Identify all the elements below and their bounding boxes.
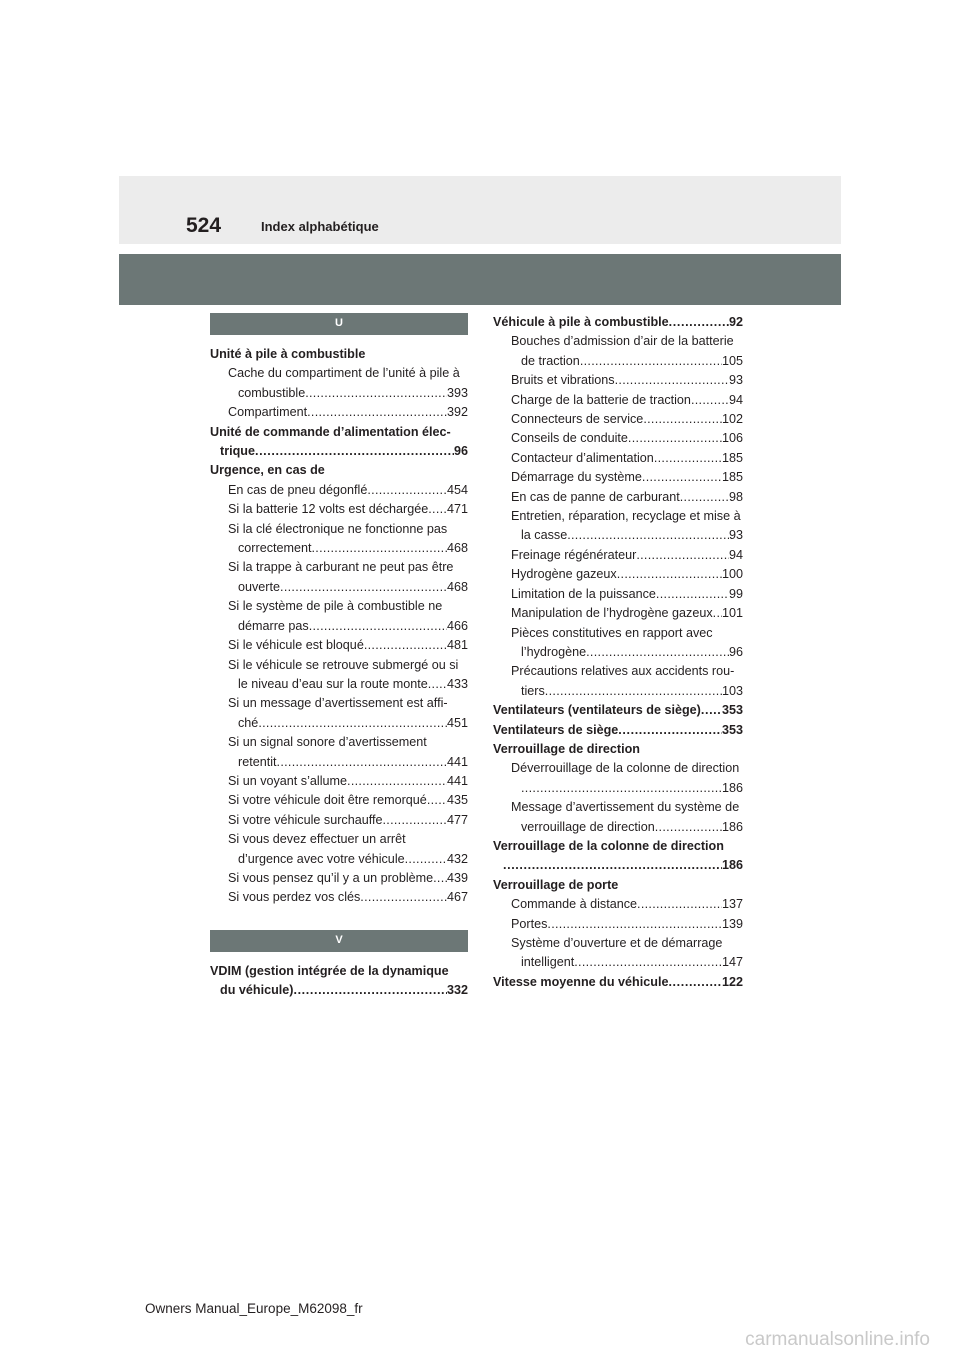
page-ref: 468	[446, 541, 468, 556]
page-ref: 454	[446, 482, 468, 497]
page-ref: 439	[446, 870, 468, 885]
index-subentry-cont: ouverte ..... 468	[210, 578, 468, 597]
index-subentry-cont: ché ..... 451	[210, 714, 468, 733]
index-subentry: Si la clé électronique ne fonctionne pas	[228, 521, 448, 536]
page-ref: 186	[721, 819, 743, 834]
page-ref: 185	[721, 450, 743, 465]
index-subentry: Si un voyant s’allume ..... 441	[210, 772, 468, 791]
index-subentry: Démarrage du système ..... 185	[493, 468, 743, 487]
index-subentry-cont: correctement ..... 468	[210, 539, 468, 558]
page-ref: 466	[446, 618, 468, 633]
index-subentry: Limitation de la puissance ..... 99	[493, 585, 743, 604]
index-entry: Vitesse moyenne du véhicule ..... 122	[493, 973, 743, 992]
footer-manual-id: Owners Manual_Europe_M62098_fr	[145, 1301, 363, 1316]
page-ref: 435	[446, 793, 468, 808]
index-entry: Ventilateurs (ventilateurs de siège) ..... 353	[493, 701, 743, 720]
page-ref: 433	[446, 676, 468, 691]
index-column-left	[210, 313, 468, 1001]
index-subentry-cont: d’urgence avec votre véhicule ..... 432	[210, 850, 468, 869]
index-subentry: Si votre véhicule surchauffe ..... 477	[210, 811, 468, 830]
index-subentry: Si la trappe à carburant ne peut pas être	[228, 560, 454, 575]
index-subentry: Message d’avertissement du système de	[511, 800, 740, 815]
index-subentry: Conseils de conduite ..... 106	[493, 429, 743, 448]
page-ref: 185	[721, 470, 743, 485]
index-subentry-cont: le niveau d’eau sur la route monte ..... 433	[210, 675, 468, 694]
page-ref: 106	[721, 431, 743, 446]
page-ref: 471	[446, 502, 468, 517]
index-subentry: Cache du compartiment de l’unité à pile à	[228, 366, 460, 381]
index-subentry: En cas de panne de carburant ..... 98	[493, 488, 743, 507]
index-subentry: Si le véhicule est bloqué ..... 481	[210, 636, 468, 655]
index-subentry-cont: tiers ..... 103	[493, 682, 743, 701]
index-entry: Urgence, en cas de	[210, 463, 325, 478]
page-ref: 441	[446, 773, 468, 788]
page-ref: 96	[728, 644, 743, 659]
page-ref: 93	[728, 528, 743, 543]
page-ref: 100	[721, 567, 743, 582]
index-subentry: Précautions relatives aux accidents rou-	[511, 664, 735, 679]
index-subentry: Déverrouillage de la colonne de direction	[511, 761, 740, 776]
index-subentry: Pièces constitutives en rapport avec	[511, 625, 713, 640]
letter-heading-v: V	[210, 930, 468, 952]
index-subentry: Si le système de pile à combustible ne	[228, 599, 443, 614]
index-subentry-cont: la casse ..... 93	[493, 526, 743, 545]
header-gray-bar	[119, 254, 841, 305]
index-subentry: Contacteur d’alimentation ..... 185	[493, 449, 743, 468]
page-ref: 102	[721, 412, 743, 427]
page-ref: 92	[728, 315, 743, 329]
page-ref: 99	[728, 586, 743, 601]
section-title: Index alphabétique	[261, 219, 379, 234]
page-ref: 105	[721, 353, 743, 368]
page-ref: 393	[446, 385, 468, 400]
index-subentry: Hydrogène gazeux ..... 100	[493, 565, 743, 584]
page-ref: 139	[721, 916, 743, 931]
index-entry: Unité à pile à combustible	[210, 347, 366, 361]
page-ref: 441	[446, 754, 468, 769]
index-column-right	[493, 313, 743, 992]
watermark: carmanualsonline.info	[745, 1329, 930, 1350]
index-entry: Verrouillage de la colonne de direction	[493, 838, 724, 853]
index-subentry: Système d’ouverture et de démarrage	[511, 936, 723, 950]
index-entry: VDIM (gestion intégrée de la dynamique	[210, 963, 449, 978]
index-subentry: Si vous pensez qu’il y a un problème ..... 439	[210, 869, 468, 888]
page-ref: 122	[721, 974, 743, 989]
index-subentry: Manipulation de l’hydrogène gazeux ..... 101	[493, 604, 743, 623]
page-ref: 392	[446, 405, 468, 420]
index-subentry: Si le véhicule se retrouve submergé ou si	[228, 657, 459, 672]
index-subentry-cont: intelligent ..... 147	[493, 953, 743, 972]
page-ref: 451	[446, 715, 468, 730]
index-subentry: Si un signal sonore d’avertissement	[228, 735, 427, 750]
page-ref: 98	[728, 489, 743, 504]
index-subentry: Si un message d’avertissement est affi-	[228, 696, 448, 711]
page-ref: 186	[721, 858, 743, 873]
page-ref: 93	[728, 373, 743, 388]
index-subentry: Commande à distance ..... 137	[493, 895, 743, 914]
index-entry: Verrouillage de direction	[493, 741, 640, 756]
index-subentry-cont: l’hydrogène ..... 96	[493, 643, 743, 662]
index-entry-cont	[493, 856, 743, 875]
index-entry-cont: trique ..... 96	[210, 442, 468, 461]
page-ref: 353	[721, 722, 743, 737]
index-subentry: En cas de pneu dégonflé ..... 454	[210, 481, 468, 500]
index-entry: Unité de commande d’alimentation élec-	[210, 424, 451, 439]
page-ref: 468	[446, 579, 468, 594]
page-ref: 332	[446, 983, 468, 998]
page-ref: 467	[446, 890, 468, 905]
index-subentry-cont: de traction ..... 105	[493, 352, 743, 371]
page-ref: 186	[721, 780, 743, 795]
index-entry-cont: du véhicule) ..... 332	[210, 981, 468, 1000]
page-ref: 101	[721, 606, 743, 621]
page-ref: 477	[446, 812, 468, 827]
index-subentry: Bouches d’admission d’air de la batterie	[511, 334, 734, 349]
index-subentry-cont: démarre pas ..... 466	[210, 617, 468, 636]
index-entry: Verrouillage de porte	[493, 877, 619, 892]
page-ref: 96	[453, 444, 468, 459]
index-subentry-cont: retentit ..... 441	[210, 753, 468, 772]
index-subentry: Compartiment ..... 392	[210, 403, 468, 422]
page-ref: 481	[446, 638, 468, 653]
index-subentry: Entretien, réparation, recyclage et mise à	[511, 509, 741, 524]
index-subentry: Connecteurs de service ..... 102	[493, 410, 743, 429]
page-ref: 103	[721, 683, 743, 698]
index-subentry: Portes ..... 139	[493, 915, 743, 934]
index-entry: Ventilateurs de siège ..... 353	[493, 721, 743, 740]
index-subentry: Charge de la batterie de traction ..... 94	[493, 391, 743, 410]
page-ref: 137	[721, 897, 743, 912]
index-subentry: Bruits et vibrations ..... 93	[493, 371, 743, 390]
index-subentry: Freinage régénérateur ..... 94	[493, 546, 743, 565]
page-ref: 353	[721, 703, 743, 718]
page-ref: 94	[728, 547, 743, 562]
index-subentry: Si la batterie 12 volts est déchargée ..... 471	[210, 500, 468, 519]
header-band	[119, 176, 841, 244]
index-subentry-cont	[493, 779, 743, 798]
index-subentry: Si vous devez effectuer un arrêt	[228, 832, 406, 847]
page-ref: 147	[721, 955, 743, 970]
index-subentry-cont: verrouillage de direction ..... 186	[493, 818, 743, 837]
letter-heading-u: U	[210, 313, 468, 335]
index-entry: Véhicule à pile à combustible ..... 92	[493, 313, 743, 332]
page-ref: 94	[728, 392, 743, 407]
index-subentry-cont: combustible ..... 393	[210, 384, 468, 403]
page-ref: 432	[446, 851, 468, 866]
index-subentry: Si votre véhicule doit être remorqué ..... 435	[210, 791, 468, 810]
index-subentry: Si vous perdez vos clés ..... 467	[210, 888, 468, 907]
page-number: 524	[186, 214, 222, 237]
